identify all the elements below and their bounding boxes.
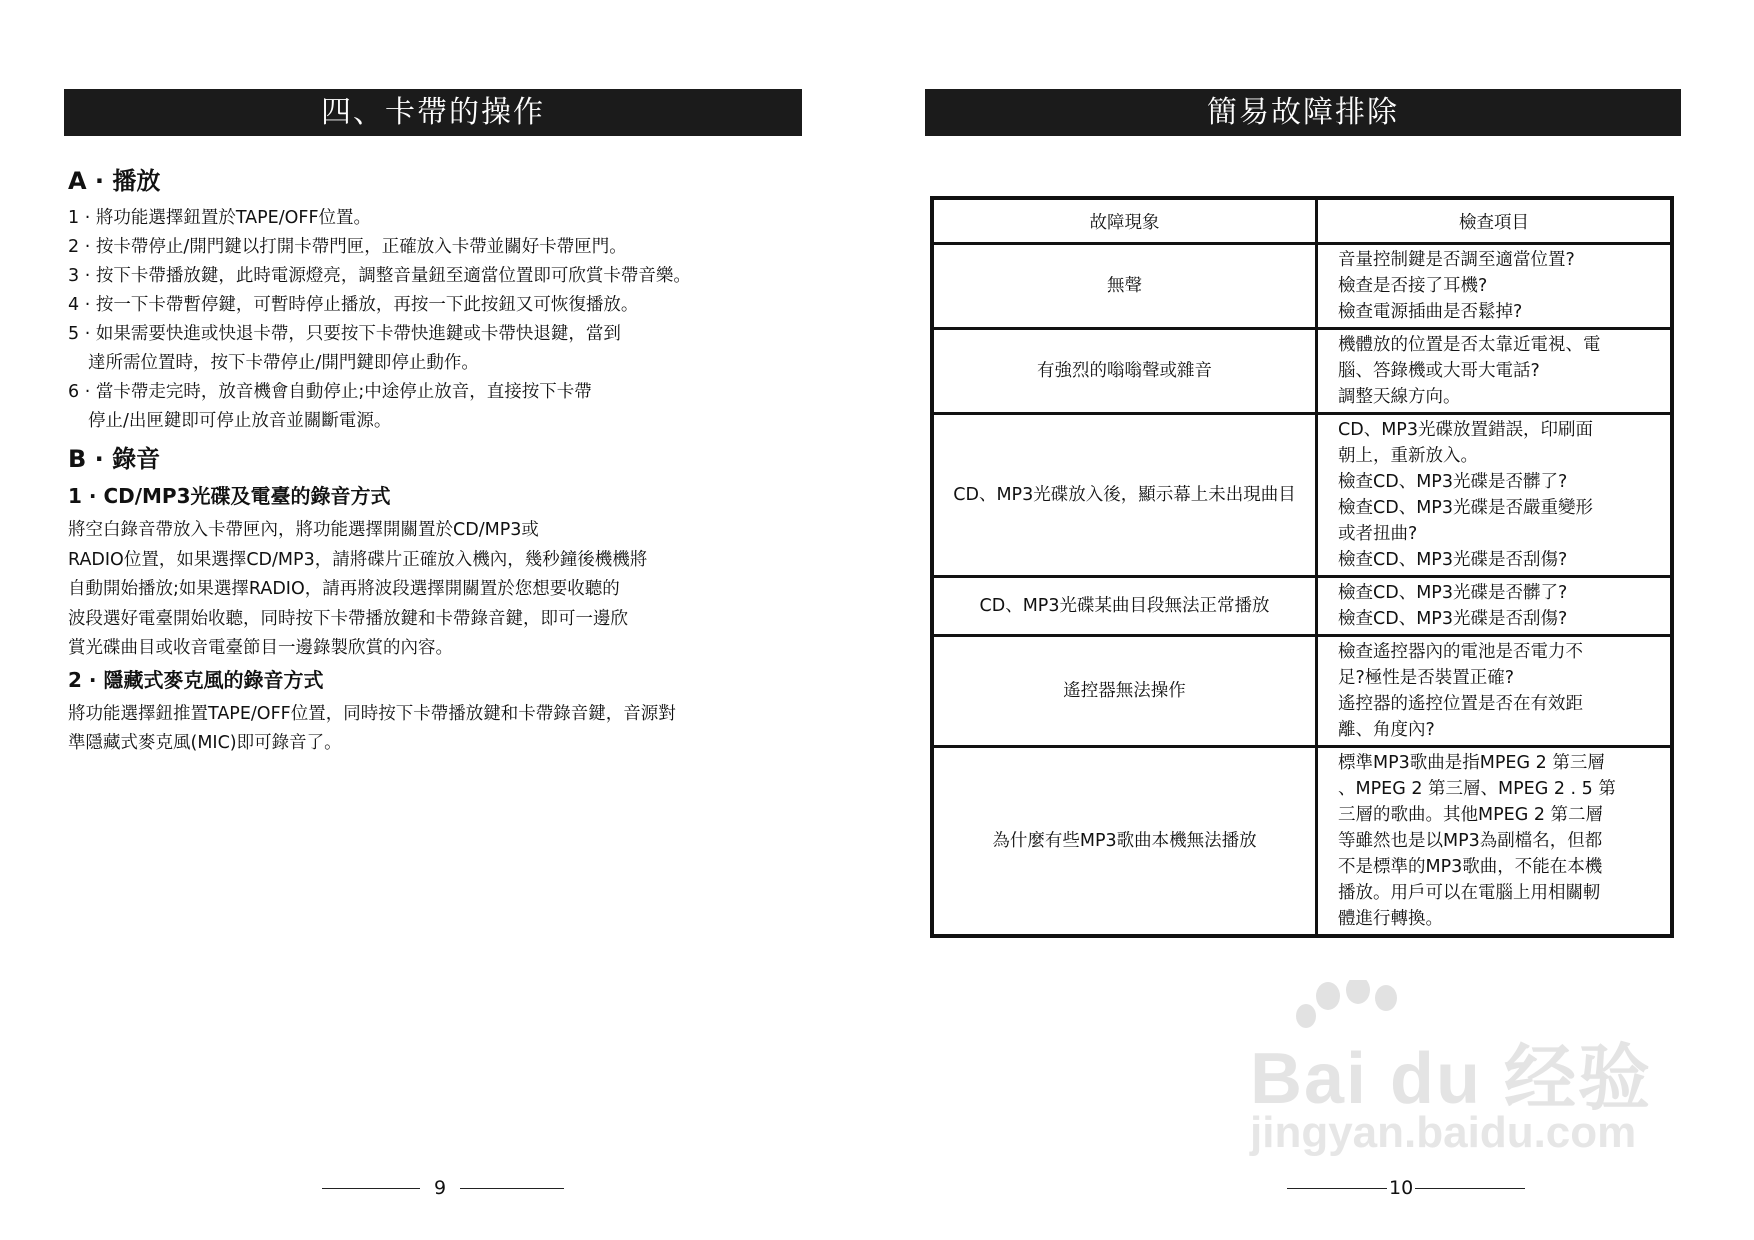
page-footer-right [1287, 1176, 1525, 1200]
footer-rule [322, 1188, 420, 1189]
table-row [932, 636, 1672, 747]
table-row [932, 747, 1672, 937]
step-line-continued: 達所需位置時，按下卡帶停止/開門鍵即停止動作。 [88, 353, 479, 373]
header-symptom: 故障現象 [932, 198, 1317, 244]
page-number: 10 [1389, 1177, 1414, 1199]
check-item: 不是標準的MP3歌曲，不能在本機 [1338, 857, 1603, 877]
step-line: 3 · 按下卡帶播放鍵，此時電源燈亮，調整音量鈕至適當位置即可欣賞卡帶音樂。 [68, 266, 691, 286]
step-line-continued: 停止/出匣鍵即可停止放音並關斷電源。 [88, 411, 392, 431]
troubleshooting-table [930, 196, 1674, 938]
paragraph-line: 自動開始播放;如果選擇RADIO，請再將波段選擇開關置於您想要收聽的 [68, 579, 620, 599]
step-line: 1 · 將功能選擇鈕置於TAPE/OFF位置。 [68, 208, 372, 228]
paragraph-line: 賞光碟曲目或收音電臺節目一邊錄製欣賞的內容。 [68, 638, 453, 658]
symptom-cell: 為什麼有些MP3歌曲本機無法播放 [932, 747, 1317, 937]
playback-steps [68, 204, 808, 436]
watermark-brand: Bai du 经验 [1250, 1039, 1653, 1119]
check-cell [1317, 329, 1673, 414]
symptom-cell: CD、MP3光碟放入後，顯示幕上未出現曲目 [932, 414, 1317, 577]
check-cell [1317, 636, 1673, 747]
playback-step [68, 291, 808, 320]
mic-recording-text [68, 700, 808, 759]
paragraph-line: RADIO位置，如果選擇CD/MP3，請將碟片正確放入機內，幾秒鐘後機機將 [68, 549, 648, 570]
check-item: 離、角度內? [1338, 720, 1435, 740]
tape-content [68, 166, 808, 759]
symptom-cell: 無聲 [932, 244, 1317, 329]
check-item: 播放。用戶可以在電腦上用相關軔 [1338, 883, 1601, 903]
check-item: 或者扭曲? [1338, 524, 1418, 544]
check-item: 標準MP3歌曲是指MPEG 2 第三層 [1338, 753, 1605, 773]
check-item: 體進行轉換。 [1338, 909, 1443, 929]
check-item: 音量控制鍵是否調至適當位置? [1338, 250, 1575, 270]
table-row [932, 577, 1672, 636]
check-item: 檢查CD、MP3光碟是否髒了? [1338, 583, 1568, 603]
paragraph-line: 將空白錄音帶放入卡帶匣內，將功能選擇開關置於CD/MP3或 [68, 520, 539, 540]
playback-step [68, 378, 808, 436]
check-item: 檢查是否接了耳機? [1338, 276, 1488, 296]
playback-step [68, 204, 808, 233]
check-item: 腦、答錄機或大哥大電話? [1338, 361, 1540, 381]
check-item: 足?極性是否裝置正確? [1338, 668, 1515, 688]
check-cell [1317, 244, 1673, 329]
table-row [932, 414, 1672, 577]
watermark-logo [1250, 980, 1670, 1160]
check-item: 機體放的位置是否太靠近電視、電 [1338, 335, 1601, 355]
check-item: 檢查遙控器內的電池是否電力不 [1338, 642, 1583, 662]
symptom-cell: 有強烈的嗡嗡聲或雜音 [932, 329, 1317, 414]
page-footer-left [322, 1176, 564, 1200]
check-item: 調整天線方向。 [1338, 387, 1461, 407]
section-title-tape: 四、卡帶的操作 [64, 89, 802, 136]
table-row [932, 329, 1672, 414]
watermark-url: jingyan.baidu.com [1250, 1108, 1637, 1157]
step-line: 4 · 按一下卡帶暫停鍵，可暫時停止播放，再按一下此按鈕又可恢復播放。 [68, 295, 639, 315]
section-title-troubleshooting: 簡易故障排除 [925, 89, 1681, 136]
heading-cd-recording: 1 · CD/MP3光碟及電臺的錄音方式 [68, 484, 391, 508]
check-item: 檢查CD、MP3光碟是否刮傷? [1338, 609, 1568, 629]
footer-rule [1415, 1188, 1525, 1189]
table-header-row [932, 198, 1672, 244]
heading-playback: A · 播放 [68, 167, 161, 195]
footer-rule [460, 1188, 564, 1189]
check-item: 遙控器的遙控位置是否在有效距 [1338, 694, 1583, 714]
heading-mic-recording: 2 · 隱藏式麥克風的錄音方式 [68, 667, 324, 692]
check-cell [1317, 577, 1673, 636]
header-check: 檢查項目 [1317, 198, 1673, 244]
check-cell [1317, 414, 1673, 577]
check-item: 朝上，重新放入。 [1338, 446, 1478, 466]
paragraph-line: 將功能選擇鈕推置TAPE/OFF位置，同時按下卡帶播放鍵和卡帶錄音鍵，音源對 [68, 703, 676, 724]
playback-step [68, 262, 808, 291]
check-item: 等雖然也是以MP3為副檔名，但都 [1338, 831, 1603, 851]
check-item: 檢查電源插曲是否鬆掉? [1338, 302, 1523, 322]
paragraph-line: 波段選好電臺開始收聽，同時按下卡帶播放鍵和卡帶錄音鍵，即可一邊欣 [68, 608, 628, 629]
check-item: 三層的歌曲。其他MPEG 2 第二層 [1338, 805, 1604, 825]
check-item: 檢查CD、MP3光碟是否髒了? [1338, 472, 1568, 492]
check-item: 檢查CD、MP3光碟是否嚴重變形 [1338, 498, 1593, 518]
check-item: 、MPEG 2 第三層、MPEG 2 . 5 第 [1338, 779, 1616, 799]
cd-recording-text [68, 516, 808, 664]
heading-recording: B · 錄音 [68, 445, 161, 473]
table-row [932, 244, 1672, 329]
symptom-cell: CD、MP3光碟某曲目段無法正常播放 [932, 577, 1317, 636]
check-item: CD、MP3光碟放置錯誤，印刷面 [1338, 420, 1593, 440]
check-item: 檢查CD、MP3光碟是否刮傷? [1338, 550, 1568, 570]
page-number: 9 [434, 1177, 447, 1199]
footer-rule [1287, 1188, 1387, 1189]
step-line: 6 · 當卡帶走完時，放音機會自動停止;中途停止放音，直接按下卡帶 [68, 382, 592, 402]
paragraph-line: 準隱藏式麥克風(MIC)即可錄音了。 [68, 733, 342, 753]
step-line: 2 · 按卡帶停止/開門鍵以打開卡帶門匣，正確放入卡帶並關好卡帶匣門。 [68, 237, 627, 257]
playback-step [68, 320, 808, 378]
check-cell [1317, 747, 1673, 937]
step-line: 5 · 如果需要快進或快退卡帶，只要按下卡帶快進鍵或卡帶快退鍵，當到 [68, 324, 621, 344]
playback-step [68, 233, 808, 262]
symptom-cell: 遙控器無法操作 [932, 636, 1317, 747]
